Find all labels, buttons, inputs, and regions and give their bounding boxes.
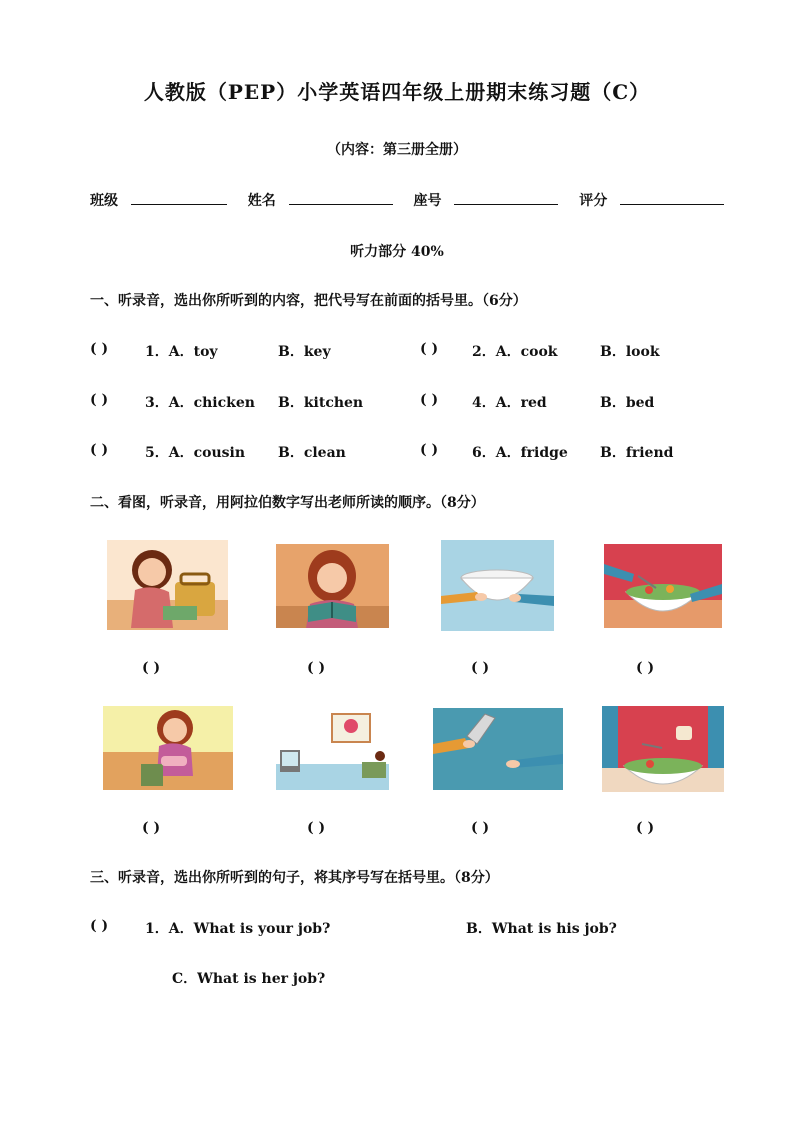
- seat-label: 座号: [413, 193, 442, 209]
- s1-q3-option-a: 3．A．chicken: [145, 395, 255, 411]
- s1-q2-paren[interactable]: ( ): [420, 341, 439, 357]
- picture-girl-cleaning: [103, 706, 233, 790]
- s1-q2-option-b: B．look: [600, 344, 660, 360]
- s2-answer-6[interactable]: ( ): [307, 820, 326, 836]
- listening-header: 听力部分 40%: [350, 244, 444, 260]
- s3-q1-option-a: 1．A．What is your job?: [145, 921, 331, 937]
- s1-q5-option-b: B．clean: [278, 445, 346, 461]
- picture-girl-with-bags: [107, 540, 228, 630]
- seat-field[interactable]: [454, 190, 558, 205]
- name-label: 姓名: [247, 193, 276, 209]
- class-field[interactable]: [131, 190, 227, 205]
- section3-heading: 三、听录音，选出你所听到的句子，将其序号写在括号里。（8分）: [90, 870, 499, 886]
- s2-answer-8[interactable]: ( ): [636, 820, 655, 836]
- s1-q6-option-b: B．friend: [600, 445, 674, 461]
- s2-answer-1[interactable]: ( ): [142, 660, 161, 676]
- score-label: 评分: [579, 193, 608, 209]
- s2-answer-5[interactable]: ( ): [142, 820, 161, 836]
- s3-q1-option-c: C．What is her job?: [172, 971, 326, 987]
- s1-q3-option-b: B．kitchen: [278, 395, 364, 411]
- s1-q4-paren[interactable]: ( ): [420, 392, 439, 408]
- s1-q5-option-a: 5．A．cousin: [145, 445, 246, 461]
- s2-answer-3[interactable]: ( ): [471, 660, 490, 676]
- s2-answer-4[interactable]: ( ): [636, 660, 655, 676]
- s1-q1-option-a: 1．A．toy: [145, 344, 218, 360]
- picture-mixing-salad: [602, 706, 724, 792]
- s2-answer-2[interactable]: ( ): [307, 660, 326, 676]
- s1-q1-paren[interactable]: ( ): [90, 341, 109, 357]
- s1-q1-option-b: B．key: [278, 344, 331, 360]
- page-subtitle: （内容：第三册全册）: [327, 142, 467, 158]
- student-info-row: [90, 190, 724, 210]
- page-title: 人教版（PEP）小学英语四年级上册期末练习题（C）: [143, 80, 651, 104]
- section1-heading: 一、听录音，选出你所听到的内容，把代号写在前面的括号里。（6分）: [90, 293, 527, 309]
- s1-q5-paren[interactable]: ( ): [90, 442, 109, 458]
- class-label: 班级: [90, 193, 118, 209]
- picture-salad-bowl: [604, 544, 722, 628]
- s1-q4-option-b: B．bed: [600, 395, 655, 411]
- s1-q3-paren[interactable]: ( ): [90, 392, 109, 408]
- picture-woman-reading: [276, 544, 389, 628]
- name-field[interactable]: [289, 190, 393, 205]
- s2-answer-7[interactable]: ( ): [471, 820, 490, 836]
- picture-passing-bowl: [441, 540, 554, 631]
- section2-heading: 二、看图，听录音，用阿拉伯数字写出老师所读的顺序。（8分）: [90, 495, 485, 511]
- s3-q1-option-b: B．What is his job?: [466, 921, 617, 937]
- s1-q6-paren[interactable]: ( ): [420, 442, 439, 458]
- picture-passing-knife: [433, 708, 563, 790]
- score-field[interactable]: [620, 190, 724, 205]
- s1-q4-option-a: 4．A．red: [472, 395, 547, 411]
- picture-living-room: [276, 706, 389, 790]
- s3-q1-paren[interactable]: ( ): [90, 918, 109, 934]
- s1-q6-option-a: 6．A．fridge: [472, 445, 568, 461]
- s1-q2-option-a: 2．A．cook: [472, 344, 558, 360]
